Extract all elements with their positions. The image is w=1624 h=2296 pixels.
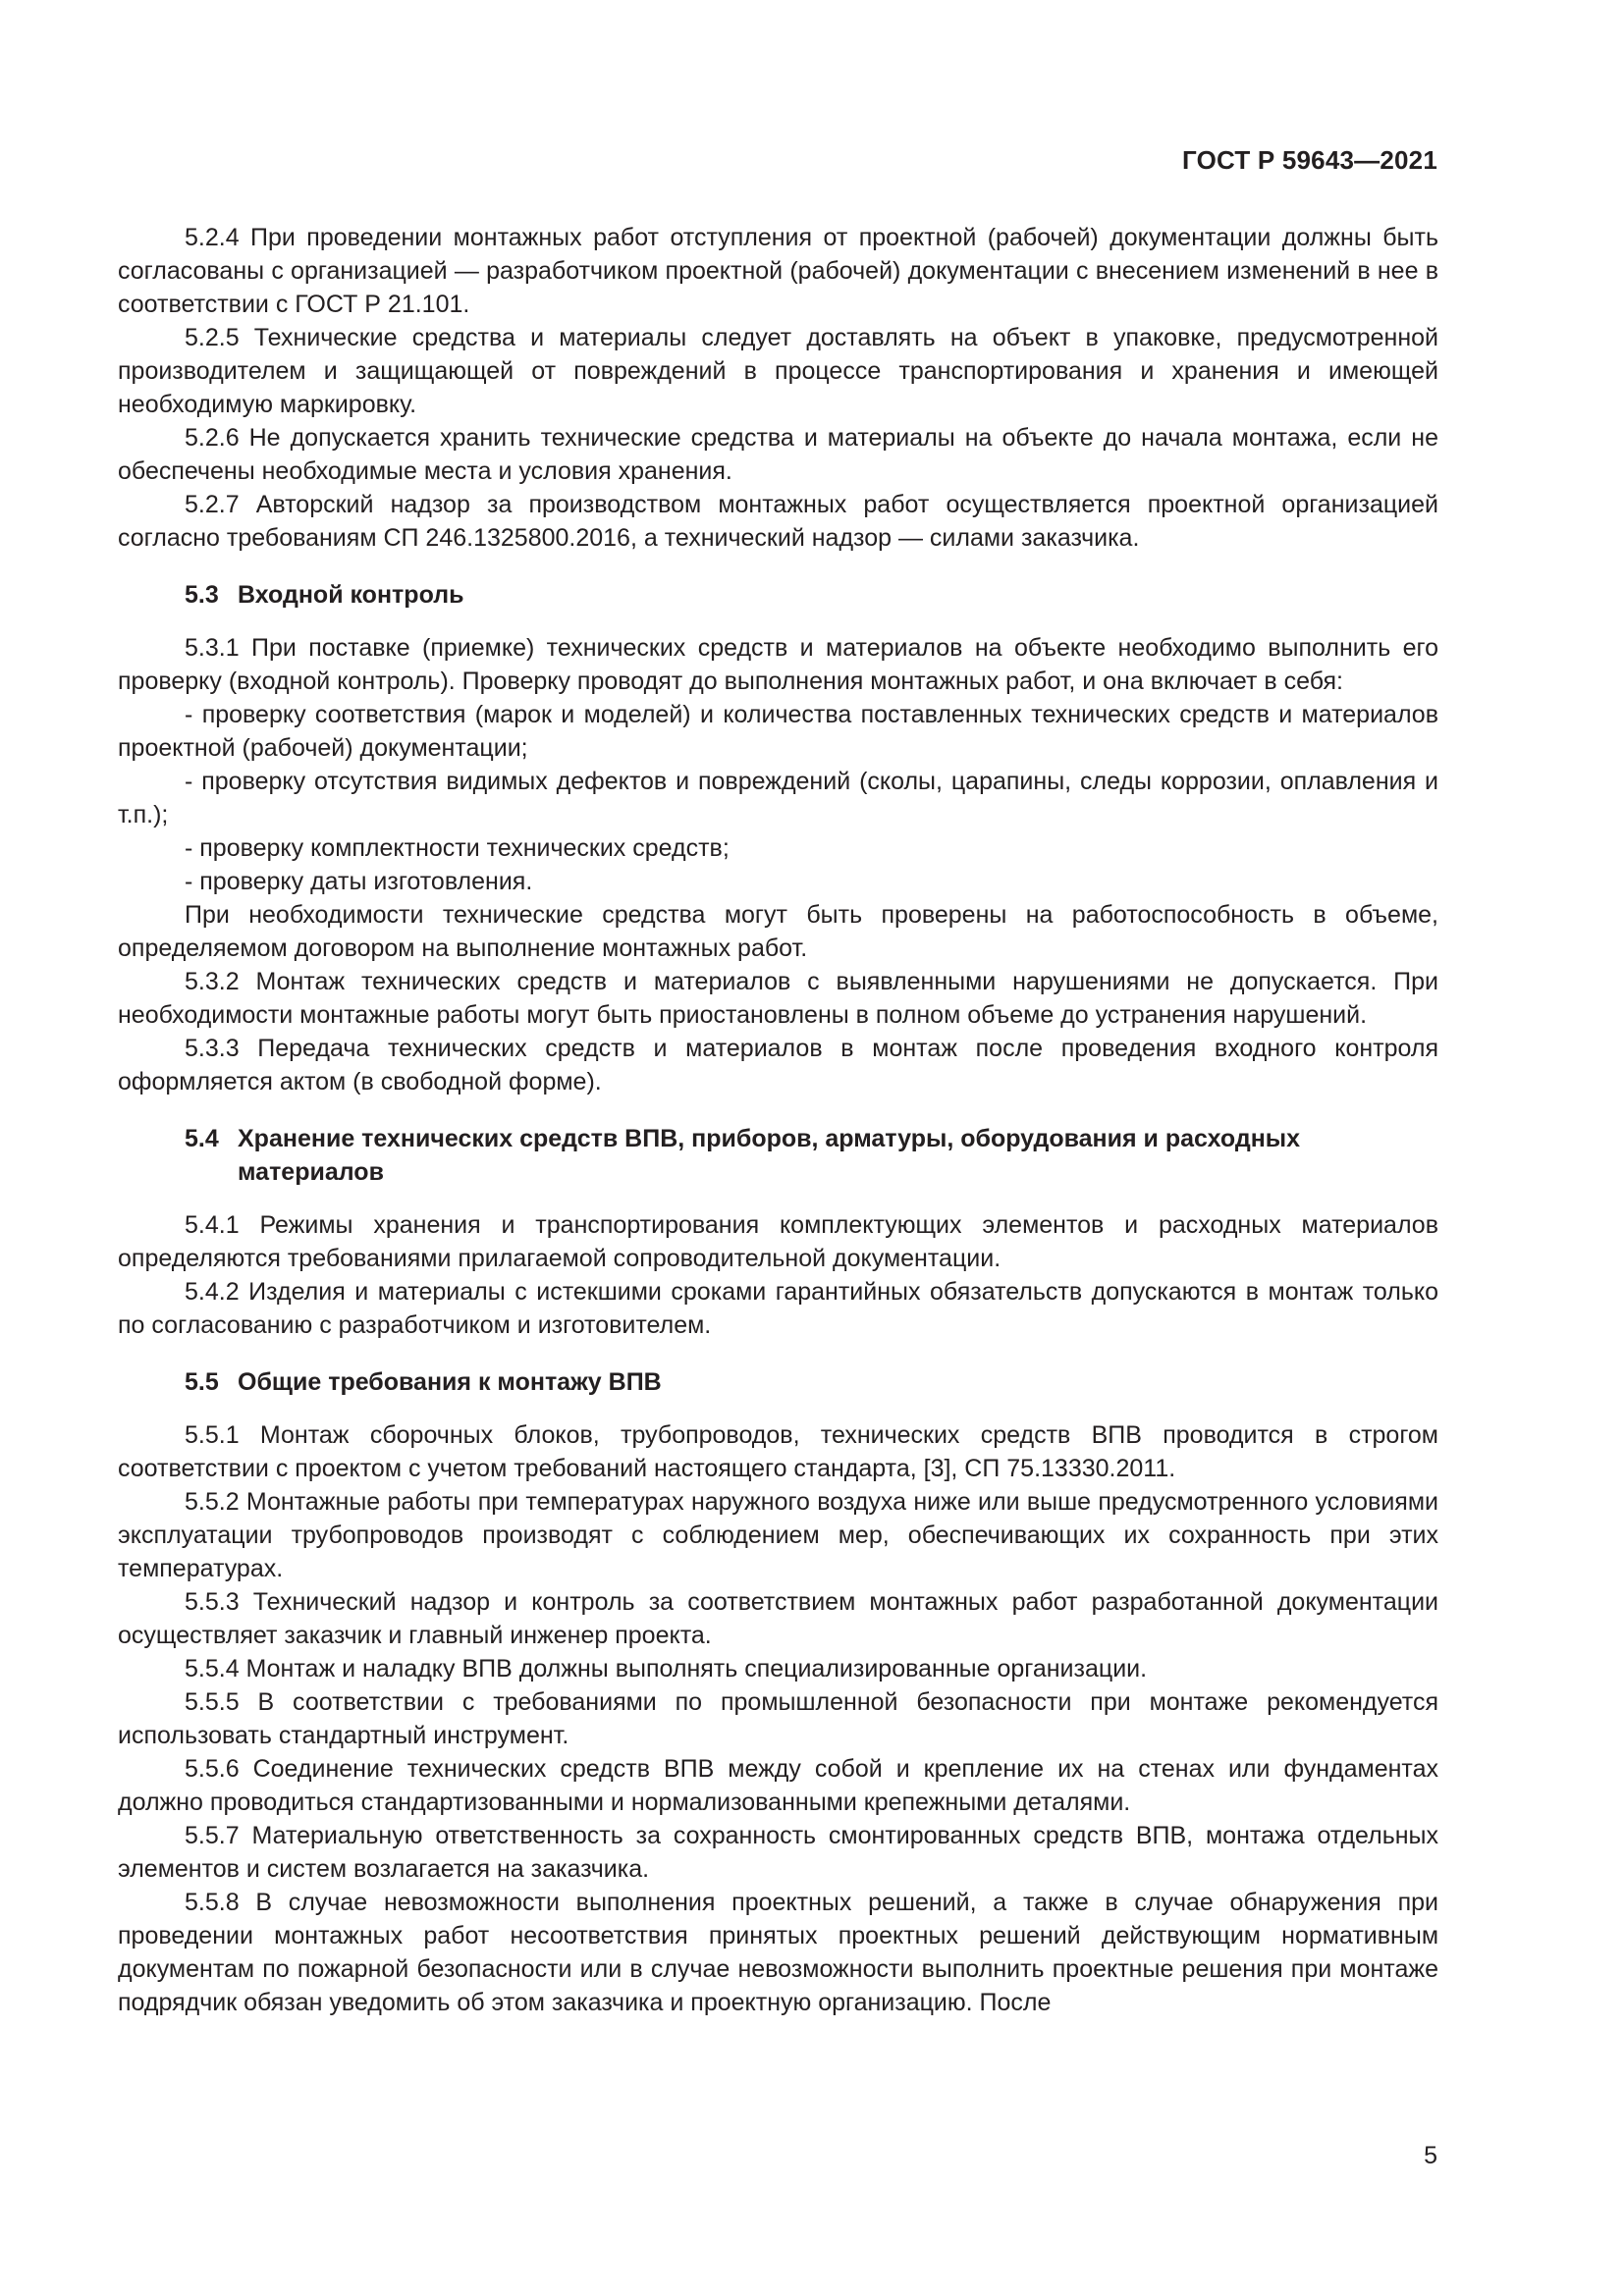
page-number: 5 [1424, 2142, 1437, 2169]
paragraph-5-2-5: 5.2.5 Технические средства и материалы следует доставлять на объект в упаковке, предусмотренной производителем и защищающей от повреждений в процессе транспортирования и хранения и имеющей необходимую маркировку. [118, 324, 1438, 418]
paragraph-5-5-2: 5.5.2 Монтажные работы при температурах наружного воздуха ниже или выше предусмотренного условиями эксплуатации трубопроводов производят с соблюдением мер, обеспечивающих их сохранность при этих температурах. [118, 1488, 1438, 1582]
paragraph-note: При необходимости технические средства могут быть проверены на работоспособность в объеме, определяемом договором на выполнение монтажных работ. [118, 901, 1438, 962]
section-heading-5-3 [118, 578, 1438, 612]
section-number: 5.3 [185, 581, 219, 609]
paragraph-5-5-1: 5.5.1 Монтаж сборочных блоков, трубопроводов, технических средств ВПВ проводится в строгом соответствии с проектом с учетом требований настоящего стандарта, [3], СП 75.13330.2011. [118, 1421, 1438, 1482]
list-item: - проверку отсутствия видимых дефектов и повреждений (сколы, царапины, следы коррозии, оплавления и т.п.); [118, 768, 1438, 828]
paragraph-5-2-4: 5.2.4 При проведении монтажных работ отступления от проектной (рабочей) документации должны быть согласованы с организацией — разработчиком проектной (рабочей) документации с внесением изменений в нее в соответствии с ГОСТ Р 21.101. [118, 224, 1438, 318]
section-heading-5-5 [118, 1365, 1438, 1399]
paragraph-5-3-1: 5.3.1 При поставке (приемке) технических средств и материалов на объекте необходимо выполнить его проверку (входной контроль). Проверку проводят до выполнения монтажных работ, и она включает в себя: [118, 634, 1438, 695]
document-code: ГОСТ Р 59643—2021 [1182, 145, 1437, 175]
list-item: - проверку соответствия (марок и моделей) и количества поставленных технических средств и материалов проектной (рабочей) документации; [118, 701, 1438, 762]
page-body [118, 221, 1438, 2019]
section-title: Входной контроль [238, 581, 464, 609]
section-number: 5.5 [185, 1368, 219, 1396]
paragraph-5-4-1: 5.4.1 Режимы хранения и транспортирования комплектующих элементов и расходных материалов определяются требованиями прилагаемой сопроводительной документации. [118, 1211, 1438, 1272]
paragraph-5-5-3: 5.5.3 Технический надзор и контроль за соответствием монтажных работ разработанной документации осуществляет заказчик и главный инженер проекта. [118, 1588, 1438, 1649]
list-item: - проверку комплектности технических средств; [185, 834, 730, 862]
paragraph-5-2-6: 5.2.6 Не допускается хранить технические средства и материалы на объекте до начала монтажа, если не обеспечены необходимые места и условия хранения. [118, 424, 1438, 485]
section-heading-5-4 [118, 1122, 1438, 1189]
list-item: - проверку даты изготовления. [185, 868, 533, 895]
paragraph-5-5-8: 5.5.8 В случае невозможности выполнения проектных решений, а также в случае обнаружения при проведении монтажных работ несоответствия принятых проектных решений действующим нормативным документам по пожарной безопасности или в случае невозможности выполнить проектные решения при монтаже подрядчик обязан уведомить об этом заказчика и проектную организацию. После [118, 1889, 1438, 2016]
section-number: 5.4 [185, 1125, 219, 1152]
paragraph-5-5-6: 5.5.6 Соединение технических средств ВПВ между собой и крепление их на стенах или фундаментах должно проводиться стандартизованными и нормализованными крепежными деталями. [118, 1755, 1438, 1816]
paragraph-5-3-3: 5.3.3 Передача технических средств и материалов в монтаж после проведения входного контроля оформляется актом (в свободной форме). [118, 1035, 1438, 1095]
paragraph-5-5-4: 5.5.4 Монтаж и наладку ВПВ должны выполнять специализированные организации. [185, 1655, 1148, 1682]
paragraph-5-5-7: 5.5.7 Материальную ответственность за сохранность смонтированных средств ВПВ, монтажа отдельных элементов и систем возлагается на заказчика. [118, 1822, 1438, 1883]
section-title: Общие требования к монтажу ВПВ [238, 1368, 662, 1396]
section-title: Хранение технических средств ВПВ, приборов, арматуры, оборудования и расходных материалов [238, 1125, 1301, 1186]
paragraph-5-5-5: 5.5.5 В соответствии с требованиями по промышленной безопасности при монтаже рекомендуется использовать стандартный инструмент. [118, 1688, 1438, 1749]
paragraph-5-3-2: 5.3.2 Монтаж технических средств и материалов с выявленными нарушениями не допускается. При необходимости монтажные работы могут быть приостановлены в полном объеме до устранения нарушений. [118, 968, 1438, 1029]
paragraph-5-2-7: 5.2.7 Авторский надзор за производством монтажных работ осуществляется проектной организацией согласно требованиям СП 246.1325800.2016, а технический надзор — силами заказчика. [118, 491, 1438, 552]
paragraph-5-4-2: 5.4.2 Изделия и материалы с истекшими сроками гарантийных обязательств допускаются в монтаж только по согласованию с разработчиком и изготовителем. [118, 1278, 1438, 1339]
